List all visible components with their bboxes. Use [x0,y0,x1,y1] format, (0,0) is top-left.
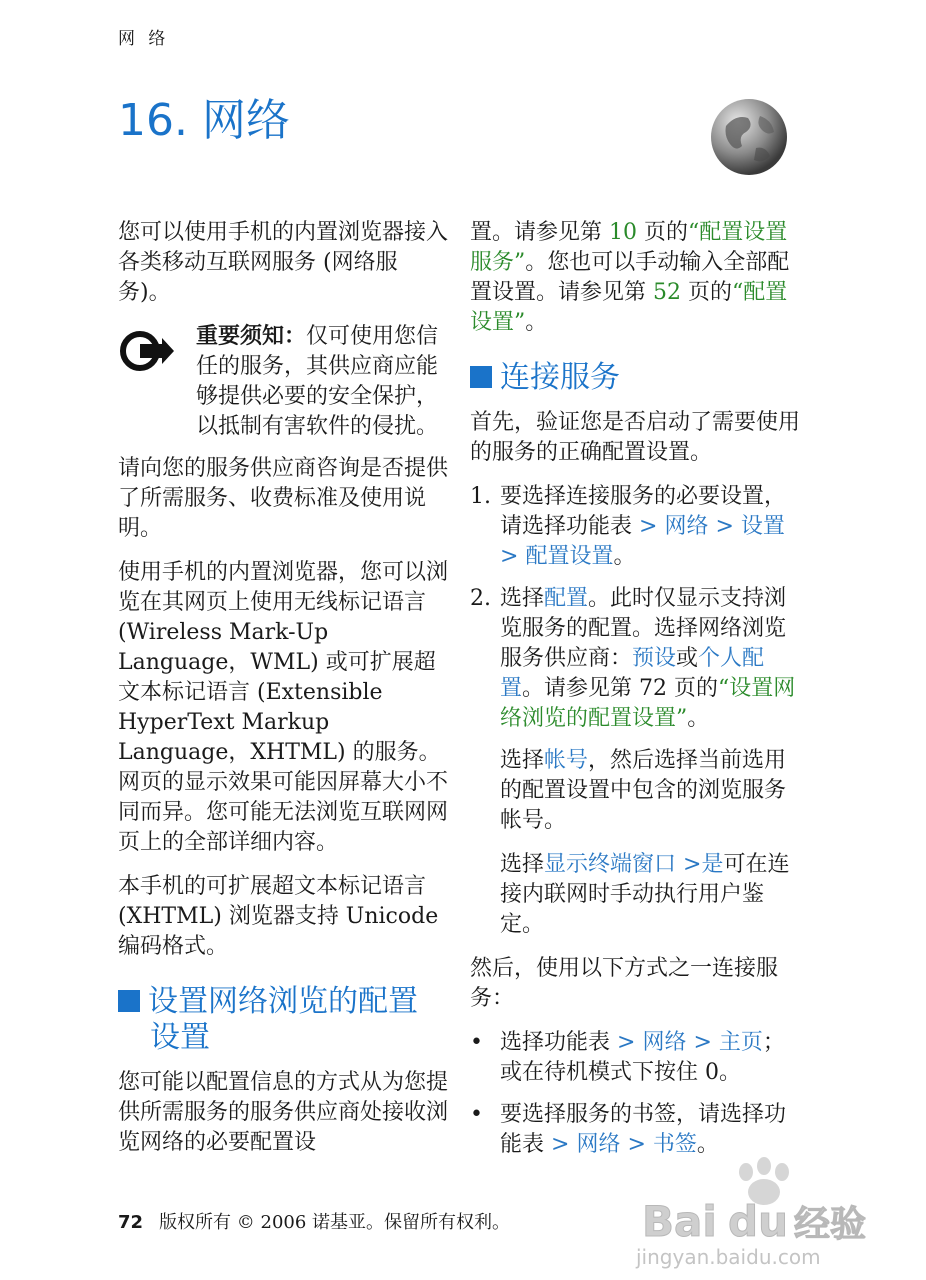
menu-path-item: 网络 [642,1030,687,1055]
baidu-jingyan-watermark [618,1150,888,1270]
then-paragraph: 然后，使用以下方式之一连接服务： [470,956,779,1011]
menu-path-item: 功能表 [544,1030,611,1055]
cross-reference-link[interactable]: “配置设置” [470,280,788,335]
svg-text:jingyan.baidu.com: jingyan.baidu.com [636,1245,821,1269]
config-continued-paragraph: 置。请参见第 10 页的“配置设置服务”。您也可以手动输入全部配置设置。请参见第 52 页的“配置设置”。 [470,220,790,335]
page-footer [118,1208,510,1234]
right-column [470,218,800,1172]
menu-path-item: 配置 [544,586,589,611]
svg-text:Bai: Bai [642,1197,717,1246]
section-heading-connect: 连接服务 [470,360,800,396]
important-note-icon [118,328,176,374]
list-item: 1. 要选择连接服务的必要设置，请选择功能表 > 网络 > 设置 > 配置设置。 [470,484,787,569]
chapter-title: 16. 网络 [118,95,290,146]
menu-path-item: 帐号 [544,748,589,773]
note-text: 仅可使用您信任的服务，其供应商应能够提供必要的安全保护，以抵制有害软件的侵扰。 [196,324,439,439]
left-column [118,218,448,1172]
steps-list [470,482,800,734]
bullets-list [470,1028,800,1160]
important-note [118,322,448,442]
list-item: • 选择功能表 > 网络 > 主页；或在待机模式下按住 0。 [470,1030,785,1085]
note-label: 重要须知： [196,324,307,349]
running-head: 网 络 [118,29,170,49]
intro-paragraph: 您可以使用手机的内置浏览器接入各类移动互联网服务 (网络服务)。 [118,220,449,305]
menu-path-item: 显示终端窗口 [544,852,677,877]
menu-path-item: 个人配置 [500,646,765,701]
svg-text:du: du [728,1197,788,1246]
cross-reference-link[interactable]: “配置设置服务” [470,220,788,275]
section-heading-config: 设置网络浏览的配置 设置 [118,984,448,1056]
terminal-window-paragraph: 选择显示终端窗口 >是可在连接内联网时手动执行用户鉴定。 [500,852,790,937]
menu-path-item: 功能表 [566,514,633,539]
config-paragraph: 您可能以配置信息的方式从为您提供所需服务的服务供应商处接收浏览网络的必要配置设 [118,1070,449,1155]
xhtml-paragraph: 本手机的可扩展超文本标记语言 (XHTML) 浏览器支持 Unicode 编码格式。 [118,874,439,959]
menu-path-item: 预设 [632,646,677,671]
menu-path-item: 配置设置 [525,544,614,569]
browser-paragraph: 使用手机的内置浏览器，您可以浏览在其网页上使用无线标记语言 (Wireless Mark-Up Language，WML) 或可扩展超文本标记语言 (Extensible HyperText Markup Language，XHTML) 的服务。网页的显示效果可能因屏幕大小不同而异。您可能无法浏览互联网网页上的全部详细内容。 [118,560,449,855]
menu-path-item: 设置 [740,514,785,539]
menu-path-item: 网络 [664,514,709,539]
section-square-icon [118,990,140,1012]
list-item: 2. 选择配置。此时仅显示支持浏览服务的配置。选择网络浏览服务供应商：预设或个人配置。请参见第 72 页的“设置网络浏览的配置设置”。 [470,586,796,731]
list-item: • 要选择服务的书签，请选择功能表 > 网络 > 书签。 [470,1102,787,1157]
page-number: 72 [118,1212,144,1233]
cross-reference-link[interactable]: “设置网络浏览的配置设置” [500,676,796,731]
page-ref: 10 [609,220,637,245]
provider-paragraph: 请向您的服务供应商咨询是否提供了所需服务、收费标准及使用说明。 [118,456,449,541]
menu-path-item: 书签 [652,1132,697,1157]
svg-text:经验: 经验 [794,1204,867,1245]
connect-intro-paragraph: 首先，验证您是否启动了需要使用的服务的正确配置设置。 [470,410,801,465]
menu-path-item: 功能表 [500,1102,787,1157]
menu-path-item: 主页 [718,1030,763,1055]
globe-icon [708,96,790,178]
menu-path-item: 网络 [576,1132,621,1157]
menu-path-item: 是 [701,852,724,877]
page-ref: 52 [653,280,681,305]
section-square-icon [470,366,492,388]
account-paragraph: 选择帐号，然后选择当前选用的配置设置中包含的浏览服务帐号。 [500,748,787,833]
copyright-text: 版权所有 © 2006 诺基亚。保留所有权利。 [159,1212,511,1233]
